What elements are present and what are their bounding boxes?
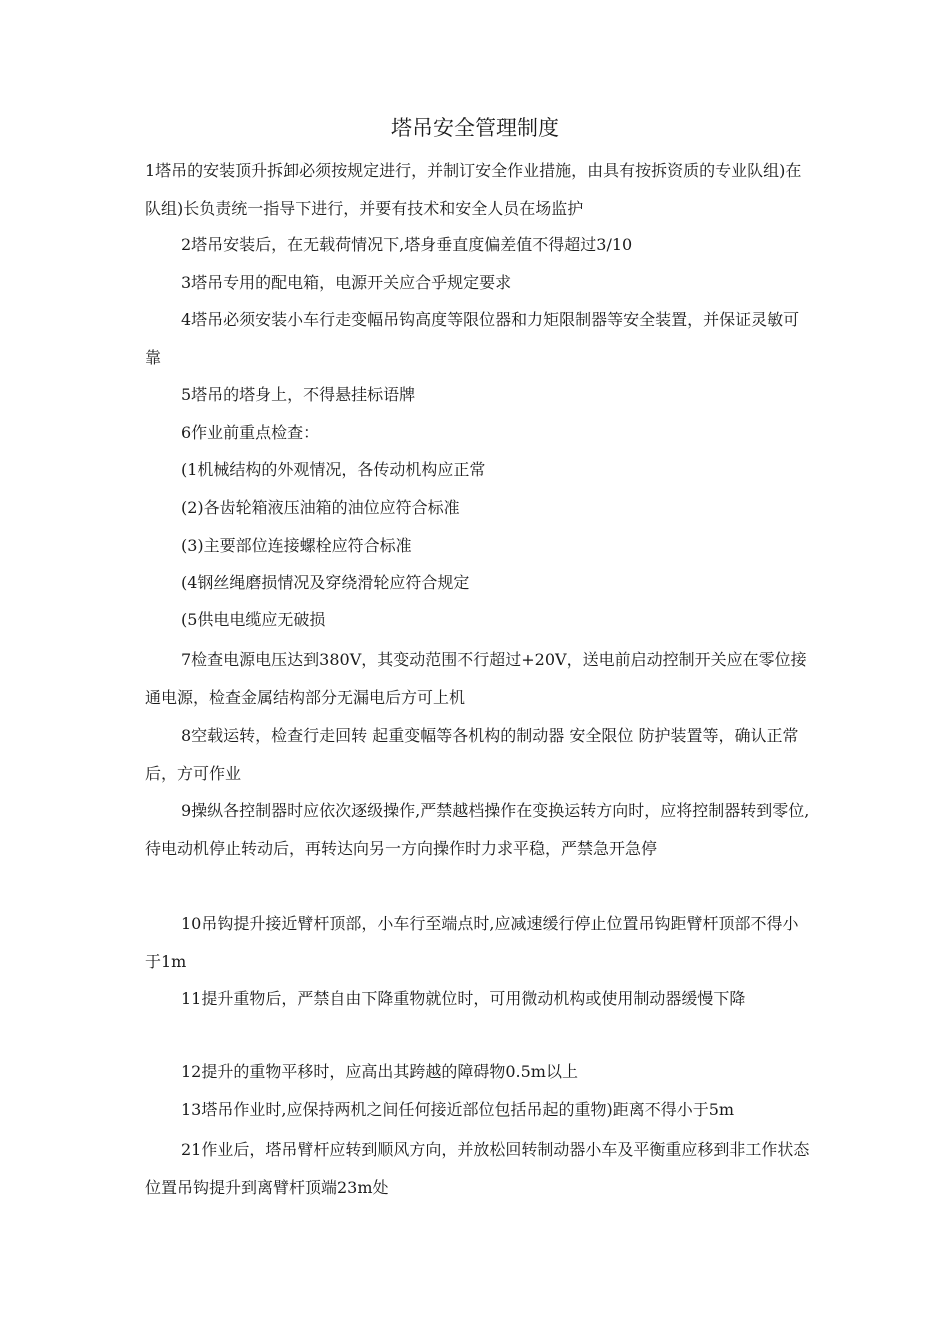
paragraph-5: 5塔吊的塔身上，不得悬挂标语牌	[181, 385, 416, 404]
document-title: 塔吊安全管理制度	[391, 116, 559, 140]
sub-item-3: (3)主要部位连接螺栓应符合标准	[181, 536, 412, 555]
paragraph-6: 6作业前重点检查：	[181, 423, 320, 442]
paragraph-8: 8空载运转，检查行走回转 起重变幅等各机构的制动器 安全限位 防护装置等，确认正常后，方可作业	[145, 726, 799, 783]
sub-item-1: (1机械结构的外观情况，各传动机构应正常	[181, 460, 486, 479]
paragraph-11: 11提升重物后，严禁自由下降重物就位时，可用微动机构或使用制动器缓慢下降	[181, 989, 746, 1008]
paragraph-21: 21作业后，塔吊臂杆应转到顺风方向，并放松回转制动器小车及平衡重应移到非工作状态位置吊钩提升到离臂杆顶端23m处	[145, 1140, 810, 1197]
paragraph-7: 7检查电源电压达到380V，其变动范围不行超过+20V，送电前启动控制开关应在零位接通电源，检查金属结构部分无漏电后方可上机	[145, 650, 807, 707]
paragraph-9: 9操纵各控制器时应依次逐级操作,严禁越档操作在变换运转方向时，应将控制器转到零位,待电动机停止转动后，再转达向另一方向操作时力求平稳，严禁急开急停	[145, 801, 810, 858]
sub-item-5: (5供电电缆应无破损	[181, 610, 326, 629]
sub-item-2: (2)各齿轮箱液压油箱的油位应符合标准	[181, 498, 460, 517]
sub-item-4: (4钢丝绳磨损情况及穿绕滑轮应符合规定	[181, 573, 470, 592]
paragraph-3: 3塔吊专用的配电箱，电源开关应合乎规定要求	[181, 273, 512, 292]
paragraph-12: 12提升的重物平移时，应高出其跨越的障碍物0.5m以上	[181, 1062, 578, 1081]
paragraph-10: 10吊钩提升接近臂杆顶部，小车行至端点时,应减速缓行停止位置吊钩距臂杆顶部不得小于1m	[145, 914, 799, 971]
paragraph-1: 1塔吊的安装顶升拆卸必须按规定进行，并制订安全作业措施，由具有按拆资质的专业队组)在队组)长负责统一指导下进行，并要有技术和安全人员在场监护	[145, 161, 802, 218]
paragraph-2: 2塔吊安装后，在无载荷情况下,塔身垂直度偏差值不得超过3/10	[181, 235, 633, 254]
paragraph-13: 13塔吊作业时,应保持两机之间任何接近部位包括吊起的重物)距离不得小于5m	[181, 1100, 735, 1119]
paragraph-4: 4塔吊必须安装小车行走变幅吊钩高度等限位器和力矩限制器等安全装置，并保证灵敏可靠	[145, 310, 800, 367]
